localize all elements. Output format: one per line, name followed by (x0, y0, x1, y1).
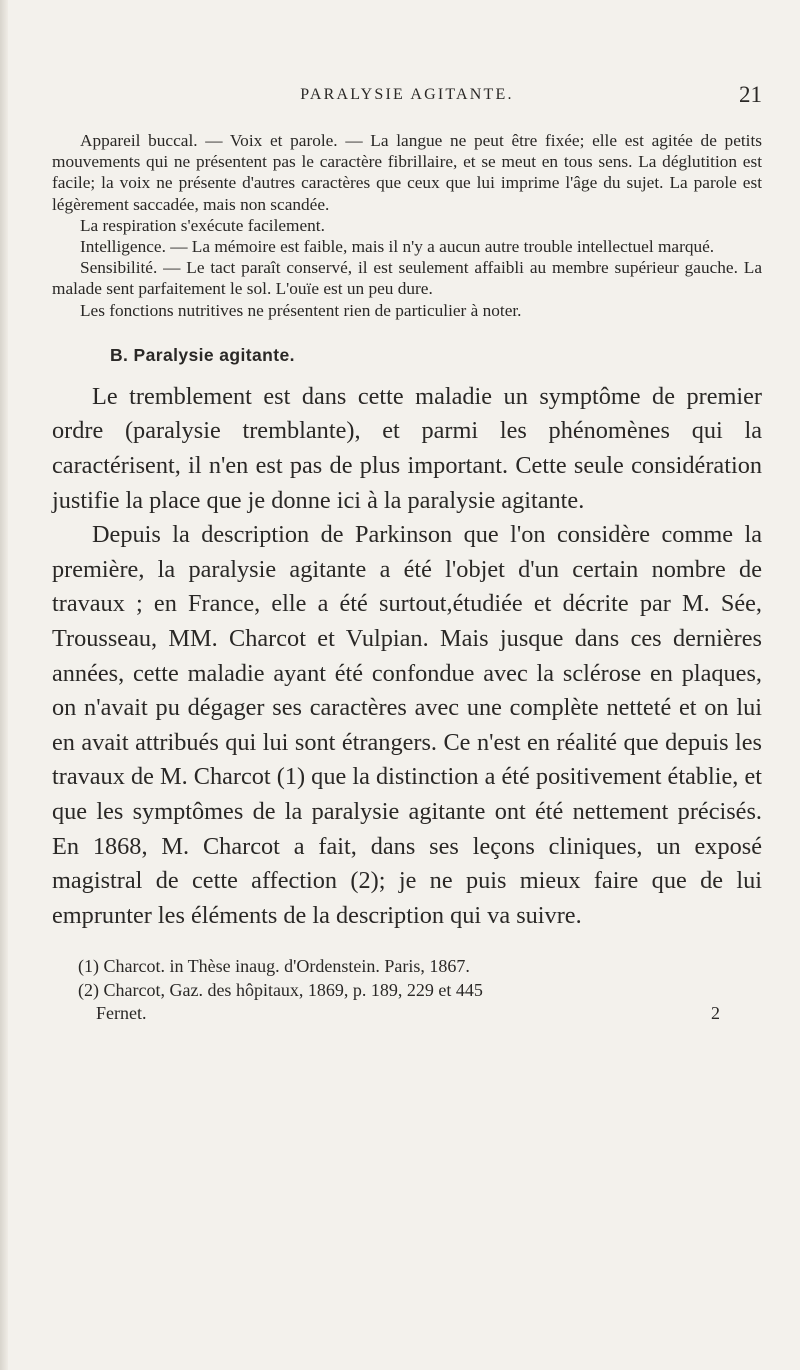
page-edge (0, 0, 8, 1370)
note-respiration: La respiration s'exécute facilement. (80, 215, 325, 235)
footnotes (52, 955, 762, 1026)
footnote-2-author: Fernet. (96, 1003, 147, 1024)
footnote-2: (2) Charcot, Gaz. des hôpitaux, 1869, p. 189, 229 et 445 (78, 979, 483, 1000)
book-page (52, 0, 762, 1026)
page-number: 21 (739, 82, 762, 107)
footnote-2-continued (96, 1002, 762, 1026)
note-intelligence: Intelligence. — La mémoire est faible, mais il n'y a aucun autre trouble intellectuel marqué. (80, 237, 715, 257)
footnote-1: (1) Charcot. in Thèse inaug. d'Ordenstein. Paris, 1867. (78, 956, 470, 977)
note-appareil-buccal: Appareil buccal. — Voix et parole. — La langue ne peut être fixée; elle est agitée de petits mouvements qui ne présentent pas le caractère fibrillaire, et se meut en tous sens. La déglutition est facile; la voix ne présente d'autres caractères que ceux que lui imprime l'âge du sujet. La parole est légèrement saccadée, mais non scandée. (52, 131, 762, 214)
note-fonctions-nutritives: Les fonctions nutritives ne présentent rien de particulier à noter. (80, 300, 522, 320)
paragraph-2: Depuis la description de Parkinson que l'on considère comme la première, la paralysie agitante a été l'objet d'un certain nombre de travaux ; en France, elle a été surtout,étudiée et décrite par M. Sée, Trousseau, MM. Charcot et Vulpian. Mais jusque dans ces dernières années, cette maladie ayant été confondue avec la sclérose en plaques, on n'avait pu dégager ses caractères avec une complète netteté et on lui en avait attribués qui lui sont étrangers. Ce n'est en réalité que depuis les travaux de M. Charcot (1) que la distinction a été positivement établie, et que les symptômes de la paralysie agitante ont été nettement précisés. En 1868, M. Charcot a fait, dans ses leçons cliniques, un exposé magistral de cette affection (2); je ne puis mieux faire que de lui emprunter les éléments de la description qui va suivre. (52, 521, 762, 929)
page-header (52, 82, 762, 130)
note-sensibilite: Sensibilité. — Le tact paraît conservé, il est seulement affaibli au membre supérieur gauche. La malade sent parfaitement le sol. L'ouïe est un peu dure. (52, 258, 762, 299)
signature-mark: 2 (711, 1003, 720, 1024)
running-title: PARALYSIE AGITANTE. (300, 86, 514, 103)
paragraph-1: Le tremblement est dans cette maladie un symptôme de premier ordre (paralysie tremblante), et parmi les phénomènes qui la caractérisent, il n'en est pas de plus important. Cette seule considération justifie la place que je donne ici à la paralysie agitante. (52, 382, 762, 514)
main-text (52, 380, 762, 934)
observation-notes (52, 130, 762, 321)
section-heading: B. Paralysie agitante. (110, 344, 295, 365)
